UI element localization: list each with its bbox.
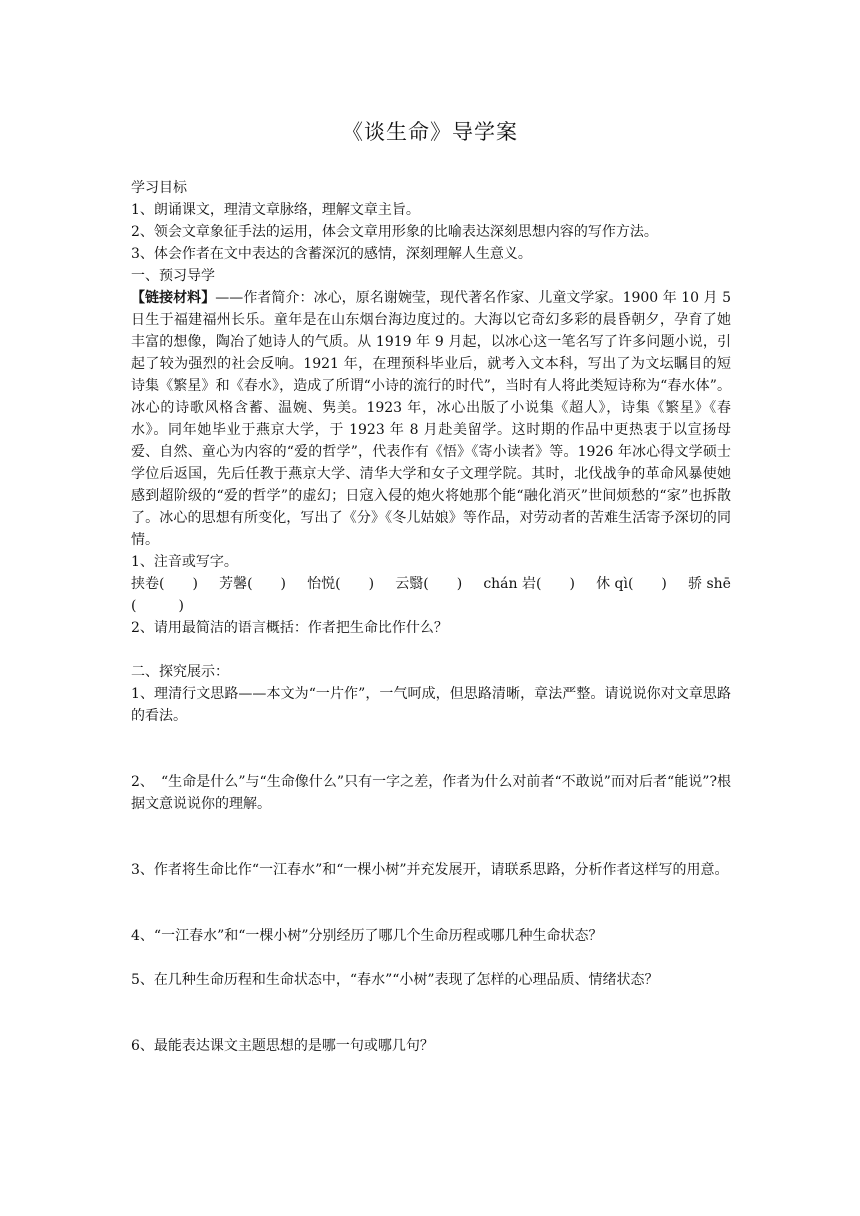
question-pinyin-heading: 1、注音或写字。 [131, 554, 238, 570]
explore-heading: 二、探究展示： [131, 664, 229, 680]
objective-item: 3、体会作者在文中表达的含蓄深沉的感情，深刻理解人生意义。 [131, 246, 532, 262]
explore-question: 3、作者将生命比作“一江春水”和“一棵小树”并充发展开，请联系思路，分析作者这样写的用意。 [131, 862, 729, 878]
pinyin-item: 芳馨( ) [219, 576, 287, 592]
explore-question: 5、在几种生命历程和生命状态中，“春水”“小树”表现了怎样的心理品质、情绪状态？ [131, 972, 659, 988]
pinyin-tail: ( ) [131, 598, 184, 614]
pinyin-item: 挟卷( ) [131, 576, 198, 592]
objectives-heading: 学习目标 [131, 180, 187, 196]
pinyin-item: 休 qì( ) [596, 576, 667, 592]
document-body [131, 177, 731, 1057]
material-label: 【链接材料】 [131, 290, 216, 306]
explore-question: 6、最能表达课文主题思想的是哪一句或哪几句？ [131, 1038, 434, 1054]
objective-item: 2、领会文章象征手法的运用，体会文章用形象的比喻表达深刻思想内容的写作方法。 [131, 224, 658, 240]
explore-question: 1、理清行文思路——本文为“一片作”，一气呵成，但思路清晰，章法严整。请说说你对文章思路的看法。 [131, 686, 731, 724]
pinyin-item: chán 岩( ) [483, 576, 575, 592]
pinyin-item: 骄 shē [688, 576, 731, 592]
pinyin-row [131, 573, 731, 595]
explore-question: 2、 “生命是什么”与“生命像什么”只有一字之差，作者为什么对前者“不敢说”而对后者“能说”?根据文意说说你的理解。 [131, 774, 731, 812]
explore-question: 4、“一江春水”和“一棵小树”分别经历了哪几个生命历程或哪几种生命状态？ [131, 928, 603, 944]
pinyin-item: 云翳( ) [395, 576, 463, 592]
page-title: 《谈生命》导学案 [342, 120, 518, 144]
objective-item: 1、朗诵课文，理清文章脉络，理解文章主旨。 [131, 202, 420, 218]
material-text: ——作者简介：冰心，原名谢婉莹，现代著名作家、儿童文学家。1900 年 10 月 5 日生于福建福州长乐。童年是在山东烟台海边度过的。大海以它奇幻多彩的晨昏朝夕，孕育了她丰富的想像，陶冶了她诗人的气质。从 1919 年 9 月起，以冰心这一笔名写了许多问题小说，引起了较为强烈的社会反响。1921 年，在理预科毕业后，就考入文本科，写出了为文坛瞩目的短诗集《繁星》和《春水》，造成了所谓“小诗的流行的时代”，当时有人将此类短诗称为“春水体”。冰心的诗歌风格含蓄、温婉、隽美。1923 年，冰心出版了小说集《超人》，诗集《繁星》《春水》。同年她毕业于燕京大学，于 1923 年 8 月赴美留学。这时期的作品中更热衷于以宣扬母爱、自然、童心为内容的“爱的哲学”，代表作有《悟》《寄小读者》等。1926 年冰心得文学硕士学位后返国，先后任教于燕京大学、清华大学和女子文理学院。其时，北伐战争的革命风暴使她感到超阶级的“爱的哲学”的虚幻；日寇入侵的炮火将她那个能“融化消灭”世间烦愁的“家”也拆散了。冰心的思想有所变化，写出了《分》《冬儿姑娘》等作品，对劳动者的苦难生活寄予深切的同情。 [131, 290, 731, 548]
pinyin-item: 怡悦( ) [307, 576, 375, 592]
author-intro-paragraph [131, 287, 731, 551]
question-summary: 2、请用最简洁的语言概括：作者把生命比作什么？ [131, 620, 448, 636]
preview-heading: 一、预习导学 [131, 268, 215, 284]
